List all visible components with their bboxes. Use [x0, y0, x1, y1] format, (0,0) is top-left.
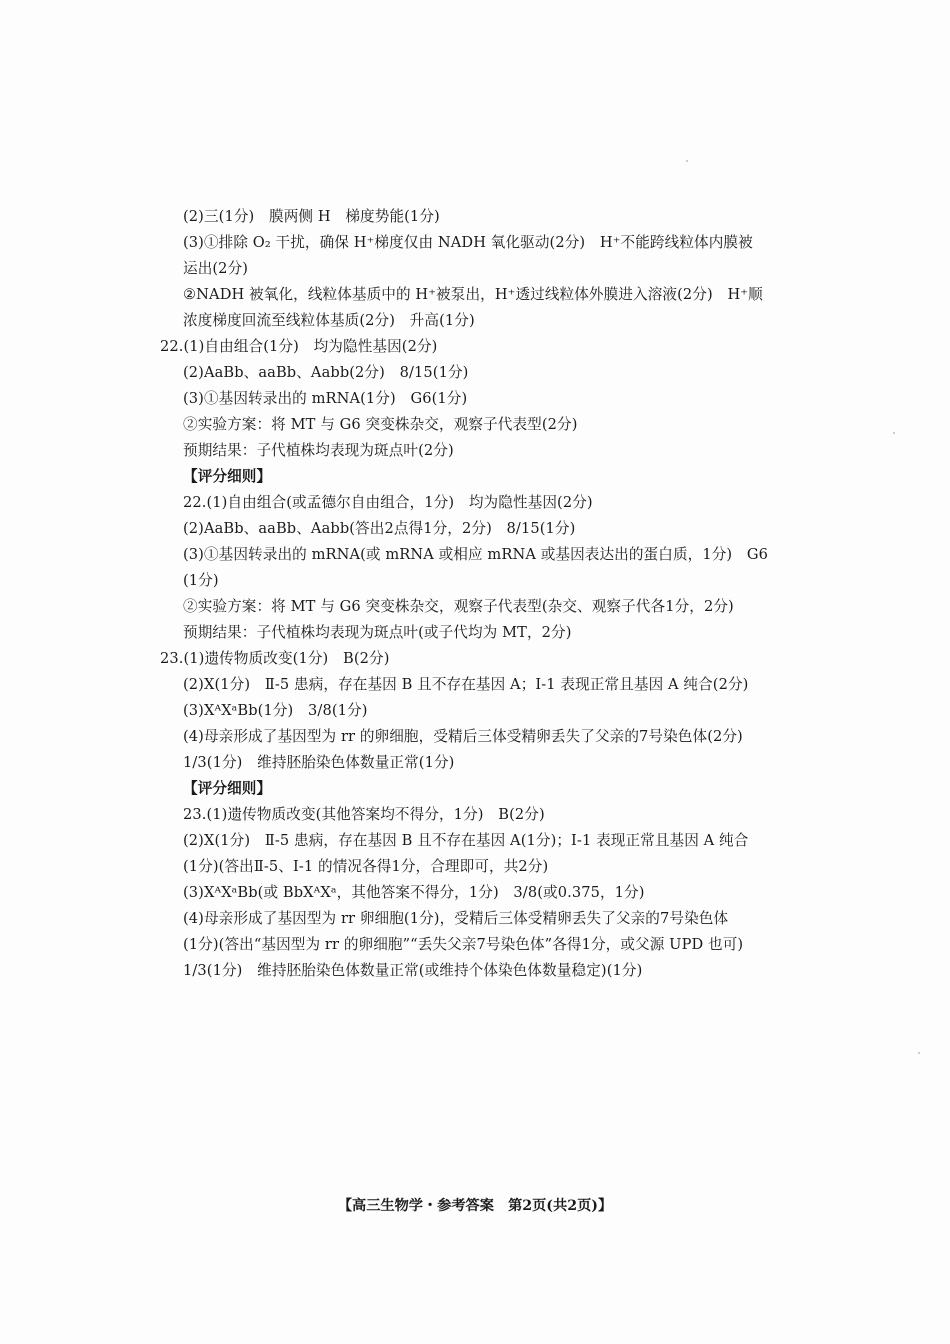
- answer-line: (4)母亲形成了基因型为 rr 的卵细胞，受精后三体受精卵丢失了父亲的7号染色体(2分): [183, 728, 743, 745]
- answer-line: (3)①基因转录出的 mRNA(或 mRNA 或相应 mRNA 或基因表达出的蛋白质，1分) G6: [183, 546, 769, 563]
- answer-line: (1分)(答出“基因型为 rr 的卵细胞”“丢失父亲7号染色体”各得1分，或父源 UPD 也可): [183, 936, 744, 953]
- answer-content: [160, 204, 800, 984]
- answer-line: 22.(1)自由组合(或孟德尔自由组合，1分) 均为隐性基因(2分): [183, 494, 593, 511]
- answer-line: (2)X(1分) Ⅱ-5 患病，存在基因 B 且不存在基因 A；Ⅰ-1 表现正常且基因 A 纯合(2分): [183, 676, 749, 693]
- answer-line: (2)AaBb、aaBb、Aabb(2分) 8/15(1分): [183, 364, 469, 381]
- answer-line: 1/3(1分) 维持胚胎染色体数量正常(1分): [183, 754, 455, 771]
- answer-line: 1/3(1分) 维持胚胎染色体数量正常(或维持个体染色体数量稳定)(1分): [183, 962, 643, 979]
- answer-line: (4)母亲形成了基因型为 rr 卵细胞(1分)，受精后三体受精卵丢失了父亲的7号染色体: [183, 910, 729, 927]
- answer-line: (3)①排除 O₂ 干扰，确保 H⁺梯度仅由 NADH 氧化驱动(2分) H⁺不能跨线粒体内膜被: [183, 234, 753, 251]
- answer-line: 预期结果：子代植株均表现为斑点叶(2分): [183, 442, 454, 459]
- answer-line: 浓度梯度回流至线粒体基质(2分) 升高(1分): [183, 312, 475, 329]
- answer-line: 23.(1)遗传物质改变(其他答案均不得分，1分) B(2分): [183, 806, 545, 823]
- answer-line: (2)AaBb、aaBb、Aabb(答出2点得1分，2分) 8/15(1分): [183, 520, 576, 537]
- answer-line: ②实验方案：将 MT 与 G6 突变株杂交，观察子代表型(杂交、观察子代各1分，2分): [183, 598, 734, 615]
- answer-line: (2)X(1分) Ⅱ-5 患病，存在基因 B 且不存在基因 A(1分)；Ⅰ-1 表现正常且基因 A 纯合: [183, 832, 749, 849]
- section-header: 【评分细则】: [183, 780, 272, 797]
- answer-line: (3)XᴬXᵃBb(1分) 3/8(1分): [183, 702, 368, 719]
- section-header: 【评分细则】: [183, 468, 272, 485]
- scan-speck: [893, 432, 895, 434]
- answer-line: (2)三(1分) 膜两侧 H 梯度势能(1分): [183, 208, 440, 225]
- scan-speck: [686, 160, 688, 162]
- scan-speck: [918, 1052, 920, 1054]
- answer-line: 23.(1)遗传物质改变(1分) B(2分): [160, 650, 390, 667]
- answer-line: ②NADH 被氧化，线粒体基质中的 H⁺被泵出，H⁺透过线粒体外膜进入溶液(2分) H⁺顺: [183, 286, 763, 303]
- answer-line: ②实验方案：将 MT 与 G6 突变株杂交，观察子代表型(2分): [183, 416, 578, 433]
- answer-line: (3)①基因转录出的 mRNA(1分) G6(1分): [183, 390, 468, 407]
- answer-line: (1分): [183, 572, 219, 589]
- answer-line: (1分)(答出Ⅱ-5、Ⅰ-1 的情况各得1分，合理即可，共2分): [183, 858, 549, 875]
- answer-line: (3)XᴬXᵃBb(或 BbXᴬXᵃ，其他答案不得分，1分) 3/8(或0.375，1分): [183, 884, 645, 901]
- answer-line: 预期结果：子代植株均表现为斑点叶(或子代均为 MT，2分): [183, 624, 572, 641]
- answer-line: 运出(2分): [183, 260, 249, 277]
- answer-line: 22.(1)自由组合(1分) 均为隐性基因(2分): [160, 338, 438, 355]
- page-footer: 【高三生物学・参考答案 第2页(共2页)】: [337, 1198, 613, 1214]
